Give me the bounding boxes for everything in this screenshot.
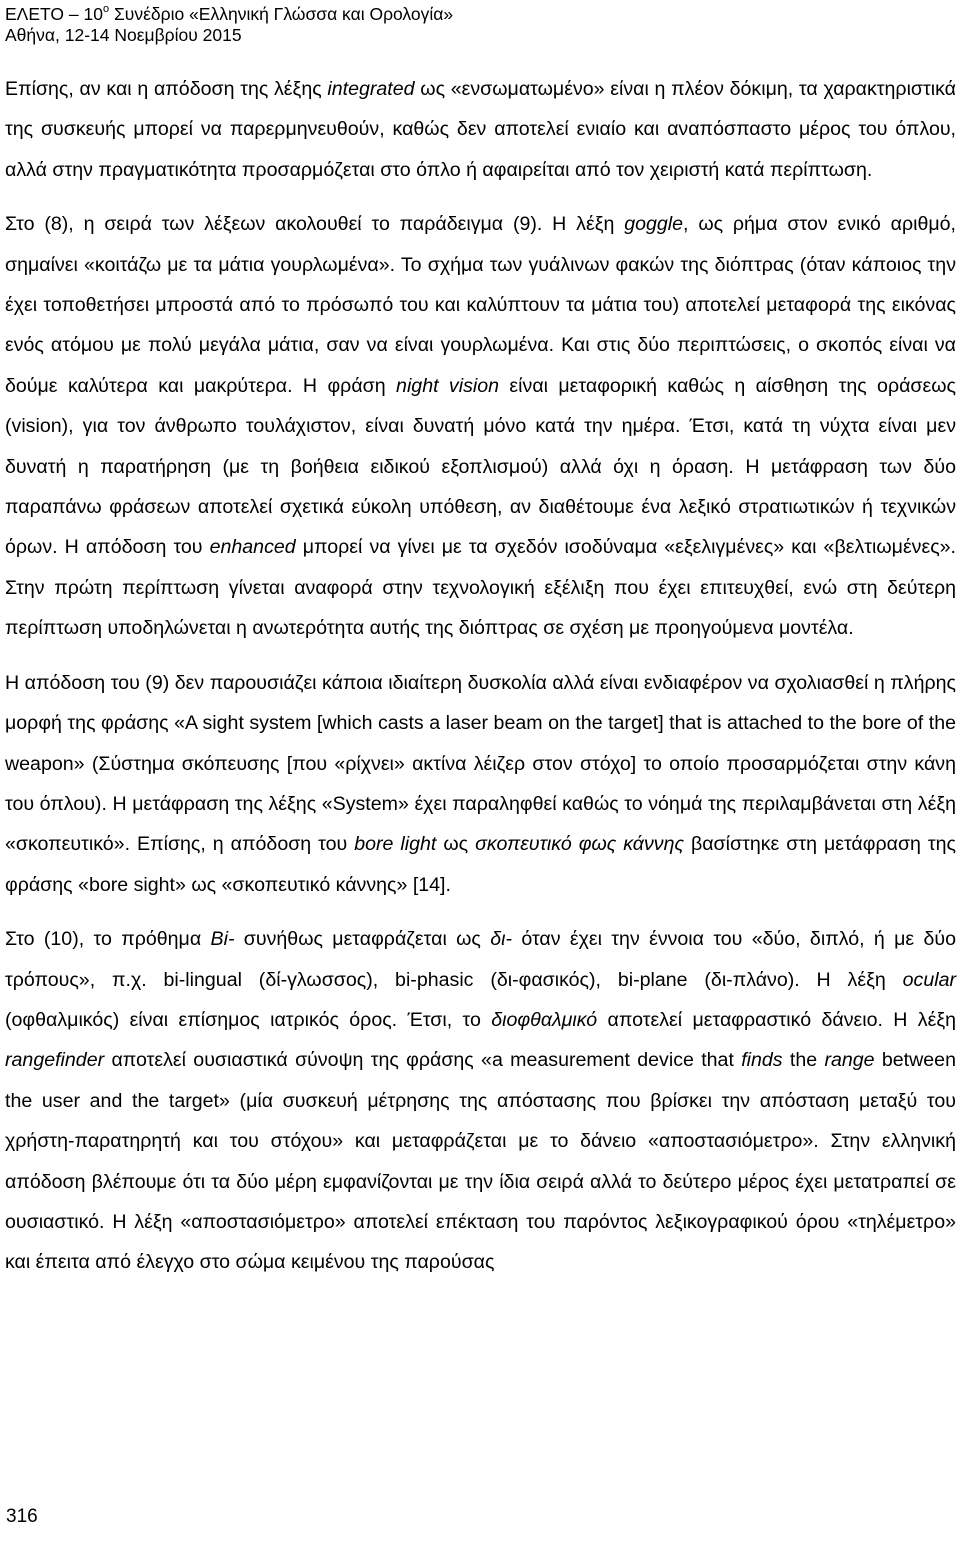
page-number: 316 — [6, 1506, 38, 1527]
italic-term: σκοπευτικό φως κάννης — [475, 833, 684, 856]
paragraph — [5, 919, 956, 1283]
text-run: μπορεί να γίνει με τα σχεδόν ισοδύναμα «εξελιγμένες» και «βελτιωμένες». Στην πρώτη περίπτωση γίνεται αναφορά στην τεχνολογική εξέλιξη που έχει επιτευχθεί, ενώ στη δεύτερη περίπτωση υποδηλώνεται η ανωτερότητα αυτής της διόπτρας σε σχέση με προηγούμενα μοντέλα. — [5, 536, 956, 640]
italic-term: rangefinder — [5, 1049, 105, 1072]
header-title-ordinal: ο — [102, 3, 110, 16]
text-run: Επίσης, αν και η απόδοση της λέξης — [5, 78, 328, 100]
text-run: Στο (8), η σειρά των λέξεων ακολουθεί το παράδειγμα (9). Η λέξη — [5, 213, 625, 236]
paragraph — [5, 204, 956, 648]
italic-term: integrated — [327, 78, 415, 100]
text-run: (οφθαλμικός) είναι επίσημος ιατρικός όρος. Έτσι, το — [5, 1008, 492, 1031]
italic-term: διοφθαλμικό — [491, 1008, 598, 1031]
italic-term: range — [824, 1049, 875, 1072]
italic-term: ocular — [902, 968, 956, 991]
text-run: ως «ενσωματωμένο» είναι η πλέον δόκιμη, τα χαρακτηριστικά της συσκευής μπορεί να παρερμηνευθούν, καθώς δεν αποτελεί ενιαίο και αναπόσπαστο μέρος του όπλου, αλλά στην πραγματικότητα προσαρμόζεται στο όπλο ή αφαιρείται από τον χειριστή κατά περίπτωση. — [5, 78, 957, 181]
paragraph — [5, 69, 956, 190]
text-run: όταν έχει την έννοια του «δύο, διπλό, ή με δύο τρόπους», π.χ. bi-lingual (δί-γλωσσος), bi-phasic (δι-φασικός), bi-plane (δι-πλάνο). Η λέξη — [5, 928, 957, 991]
header-title-prefix: ΕΛΕΤΟ – 10 — [5, 4, 103, 24]
italic-term: goggle — [624, 213, 684, 236]
header-conference-title — [5, 4, 453, 25]
page-body — [5, 69, 956, 1283]
text-run: , ως ρήμα στον ενικό αριθμό, σημαίνει «κοιτάζω με τα μάτια γουρλωμένα». Το σχήμα των γυάλινων φακών της διόπτρας (όταν κάποιος την έχει τοποθετήσει μπροστά από το πρόσωπό του και καλύπτουν τα μάτια του) αποτελεί μεταφορά της εικόνας ενός ατόμου με πολύ μεγάλα μάτια, σαν να είναι γουρλωμένα. Και στις δύο περιπτώσεις, ο σκοπός είναι να δούμε καλύτερα και μακρύτερα. Η φράση — [5, 213, 956, 397]
text-run: Η απόδοση του (9) δεν παρουσιάζει κάποια ιδιαίτερη δυσκολία αλλά είναι ενδιαφέρον να σχολιασθεί η πλήρης μορφή της φράσης «A sight system [which casts a laser beam on the target] that is attached to the bore of the weapon» (Σύστημα σκόπευσης [που «ρίχνει» ακτίνα λέιζερ στον στόχο] το οποίο προσαρμόζεται στην κάνη του όπλου). Η μετάφραση της λέξης «System» έχει παραληφθεί καθώς το νόημά της περιλαμβάνεται στη λέξη «σκοπευτικό». Επίσης, η απόδοση του — [5, 671, 956, 856]
italic-term: bore light — [354, 833, 437, 856]
header-title-suffix: Συνέδριο «Ελληνική Γλώσσα και Ορολογία» — [109, 4, 454, 24]
text-run: ως — [436, 833, 476, 856]
text-run: αποτελεί μεταφραστικό δάνειο. Η λέξη — [597, 1008, 956, 1031]
italic-term: enhanced — [209, 536, 296, 559]
text-run: είναι μεταφορική καθώς η αίσθηση της οράσεως (vision), για τον άνθρωπο τουλάχιστον, είναι δυνατή μόνο κατά την ημέρα. Έτσι, κατά τη νύχτα είναι μεν δυνατή η παρατήρηση (με τη βοήθεια ειδικού εξοπλισμού) αλλά όχι η όραση. Η μετάφραση των δύο παραπάνω φράσεων αποτελεί σχετικά εύκολη υπόθεση, αν διαθέτουμε ένα λεξικό στρατιωτικών ή τεχνικών όρων. Η απόδοση του — [5, 374, 956, 559]
italic-term: Bi- — [210, 928, 235, 951]
text-run: βασίστηκε στη μετάφραση της φράσης «bore sight» ως «σκοπευτικό κάννης» [14]. — [5, 833, 956, 896]
page-header — [5, 4, 453, 46]
text-run: συνήθως μεταφράζεται ως — [234, 928, 491, 951]
text-run: Στο (10), το πρόθημα — [5, 928, 211, 951]
header-venue-dates: Αθήνα, 12-14 Νοεμβρίου 2015 — [5, 25, 242, 45]
text-run: αποτελεί ουσιαστικά σύνοψη της φράσης «a measurement device that — [104, 1049, 742, 1072]
italic-term: finds — [741, 1049, 783, 1072]
paragraph — [5, 663, 956, 905]
italic-term: night vision — [396, 374, 500, 397]
text-run: between the user and the target» (μία συσκευή μέτρησης της απόστασης που βρίσκει την απόσταση μεταξύ του χρήστη-παρατηρητή και του στόχου» και μεταφράζεται με το δάνειο «αποστασιόμετρο». Στην ελληνική απόδοση βλέπουμε ότι τα δύο μέρη εμφανίζονται με την ίδια σειρά αλλά το δεύτερο μέρος έχει μετατραπεί σε ουσιαστικό. Η λέξη «αποστασιόμετρο» αποτελεί επέκταση του παρόντος λεξικογραφικού όρου «τηλέμετρο» και έπειτα από έλεγχο στο σώμα κειμένου της παρούσας — [5, 1049, 956, 1274]
text-run: the — [782, 1049, 825, 1072]
italic-term: δι- — [490, 928, 512, 951]
